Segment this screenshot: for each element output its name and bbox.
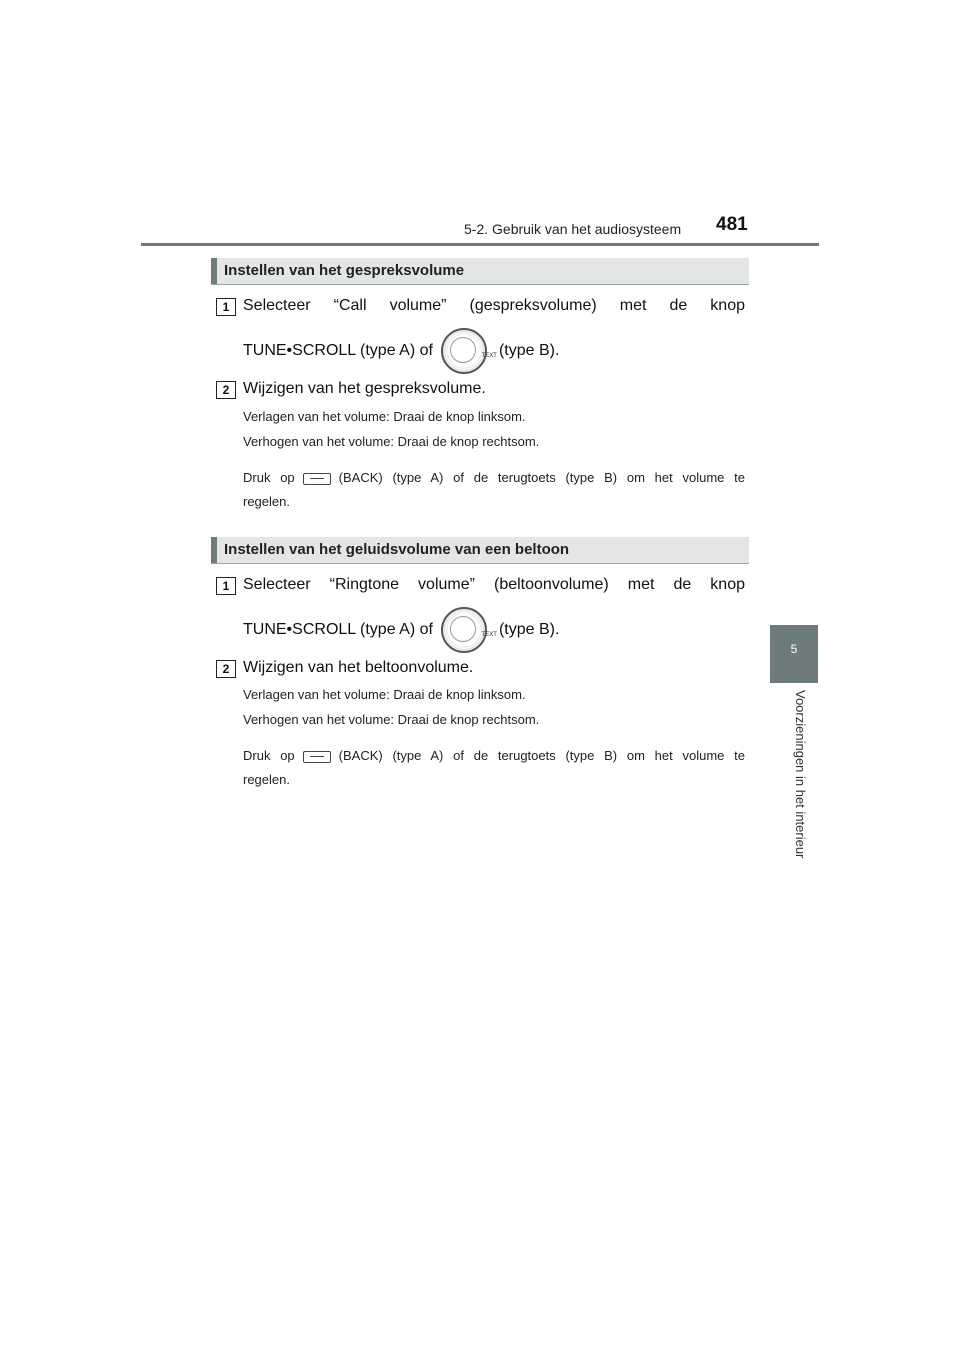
section-heading — [211, 537, 749, 564]
step-number: 2 — [216, 381, 236, 399]
step-text-post: (type B). — [498, 621, 560, 639]
step-text-pre: TUNE•SCROLL (type A) of — [243, 342, 433, 360]
chapter-label: Voorzieningen in het interieur — [793, 690, 808, 859]
note-post: (BACK) (type A) of de terugtoets (type B) om het volume te — [338, 470, 745, 485]
tune-dial-icon — [441, 607, 497, 653]
step-text: Wijzigen van het gespreksvolume. — [243, 380, 486, 397]
section-title: Instellen van het gespreksvolume — [224, 262, 465, 279]
note-text — [243, 470, 745, 485]
note-text: Verhogen van het volume: Draai de knop rechtsom. — [243, 712, 540, 727]
note-text: Verlagen van het volume: Draai de knop linksom. — [243, 409, 526, 424]
step-text-line — [243, 607, 745, 653]
note-pre: Druk op — [243, 748, 295, 763]
back-button-icon — [303, 751, 331, 763]
note-text: regelen. — [243, 494, 290, 509]
tune-dial-icon — [441, 328, 497, 374]
chapter-tab — [770, 625, 818, 683]
step-number: 2 — [216, 660, 236, 678]
note-post: (BACK) (type A) of de terugtoets (type B) om het volume te — [338, 748, 745, 763]
step-text-post: (type B). — [498, 342, 560, 360]
page-number: 481 — [716, 214, 748, 235]
header-rule — [141, 243, 819, 246]
step-text-line — [243, 328, 745, 374]
note-pre: Druk op — [243, 470, 295, 485]
running-header: 5-2. Gebruik van het audiosysteem — [464, 221, 682, 237]
note-text — [243, 748, 745, 763]
step-text: Selecteer “Call volume” (gespreksvolume) met de knop — [243, 297, 745, 314]
note-text: Verlagen van het volume: Draai de knop linksom. — [243, 687, 526, 702]
dial-label: TEXT — [481, 632, 497, 638]
back-button-icon — [303, 473, 331, 485]
note-text: regelen. — [243, 772, 290, 787]
step-number: 1 — [216, 577, 236, 595]
dial-label: TEXT — [481, 353, 497, 359]
dial-center — [450, 337, 476, 363]
step-text: Wijzigen van het beltoonvolume. — [243, 659, 474, 676]
step-number: 1 — [216, 298, 236, 316]
step-text-pre: TUNE•SCROLL (type A) of — [243, 621, 433, 639]
section-heading — [211, 258, 749, 285]
dial-center — [450, 616, 476, 642]
section-title: Instellen van het geluidsvolume van een beltoon — [224, 541, 570, 558]
step-text: Selecteer “Ringtone volume” (beltoonvolume) met de knop — [243, 576, 745, 593]
chapter-number: 5 — [790, 642, 798, 656]
note-text: Verhogen van het volume: Draai de knop rechtsom. — [243, 434, 540, 449]
